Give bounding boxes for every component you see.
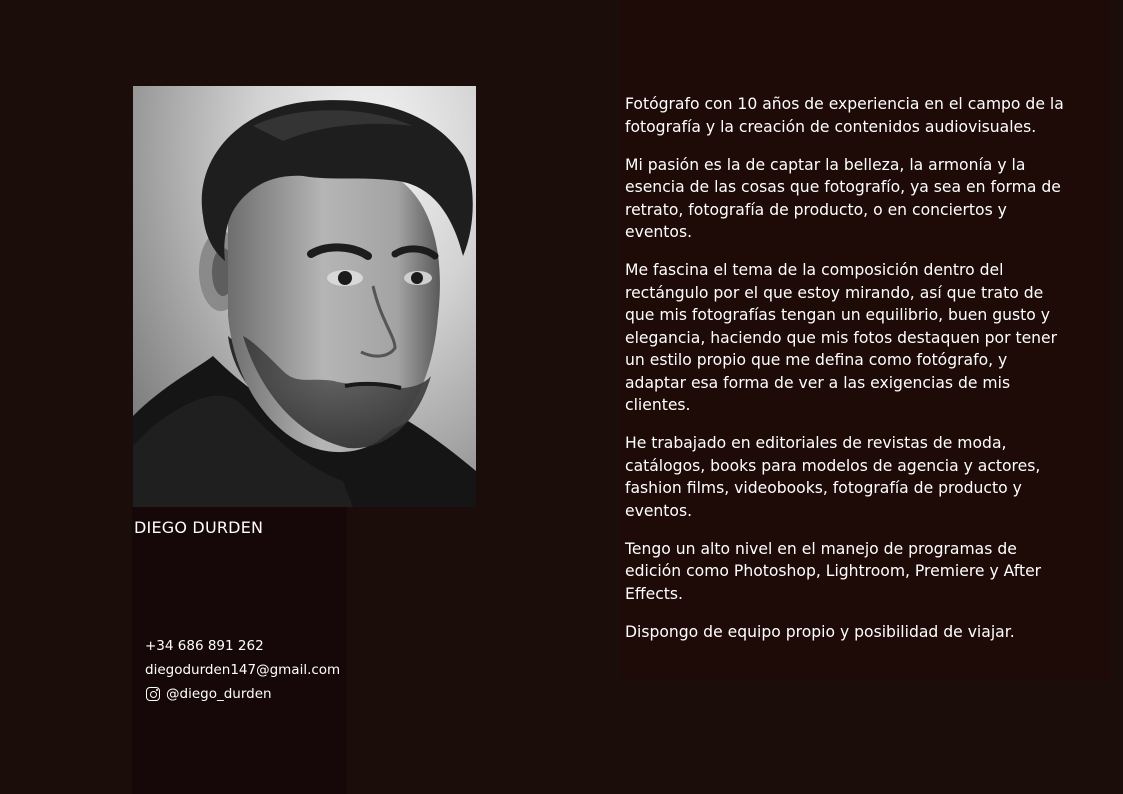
email-row xyxy=(145,658,340,682)
bio-paragraph: Fotógrafo con 10 años de experiencia en el campo de la fotografía y la creación de contenidos audiovisuales. xyxy=(625,95,1064,136)
instagram-row xyxy=(145,682,340,706)
instagram-handle[interactable]: @diego_durden xyxy=(166,686,272,702)
bio-paragraph: Tengo un alto nivel en el manejo de programas de edición como Photoshop, Lightroom, Premiere y After Effects. xyxy=(625,539,1042,603)
portrait-photo xyxy=(133,86,476,507)
contact-block xyxy=(145,634,340,706)
bio-paragraph: He trabajado en editoriales de revistas de moda, catálogos, books para modelos de agencia y actores, fashion films, videobooks, fotografía de producto y eventos. xyxy=(625,434,1041,520)
phone-number[interactable]: +34 686 891 262 xyxy=(145,638,264,654)
phone-row xyxy=(145,634,340,658)
bio-paragraph: Me fascina el tema de la composición dentro del rectángulo por el que estoy mirando, así que trato de que mis fotografías tengan un equilibrio, buen gusto y elegancia, haciendo que mis fotos destaquen por tener un estilo propio que me defina como fotógrafo, y adaptar esa forma de ver a las exigencias de mis clientes. xyxy=(625,261,1058,414)
email-address[interactable]: diegodurden147@gmail.com xyxy=(145,662,341,678)
bio-paragraph: Dispongo de equipo propio y posibilidad de viajar. xyxy=(625,622,1015,641)
instagram-icon xyxy=(146,687,160,701)
bio-text xyxy=(625,93,1065,659)
photographer-name: DIEGO DURDEN xyxy=(134,518,264,537)
bio-paragraph: Mi pasión es la de captar la belleza, la armonía y la esencia de las cosas que fotografío, ya sea en forma de retrato, fotografía de producto, o en conciertos y eventos. xyxy=(625,155,1061,241)
